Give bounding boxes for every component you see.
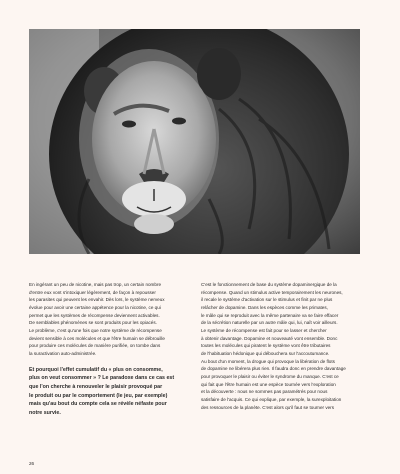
body-line: satisfaire de l'acquis. Ce qui explique, par exemple, la surexploitation xyxy=(201,396,342,402)
body-line: de dopamine ne libérera plus rien. Il faudra donc en prendre davantage xyxy=(201,366,346,372)
pull-quote-line: que l'on cherche à renouveler le plaisir provoqué par xyxy=(29,383,163,390)
body-line: qui fait que l'être humain est une espèce tournée vers l'exploration xyxy=(201,381,336,387)
pull-quote-line: mais qu'au bout du compte cela se révèle néfaste pour xyxy=(29,401,167,408)
body-line: En ingérant un peu de nicotine, mais pas trop, un certain nombre xyxy=(29,282,162,287)
body-line: de la sécrétion naturelle par un autre mâle qui, lui, naît voir ailleurs. xyxy=(201,320,338,326)
body-line: permet que les systèmes de récompense deviennent activables. xyxy=(29,312,160,318)
right-column xyxy=(201,281,361,411)
body-line: De semblables phénomènes se sont produits pour les opiacés. xyxy=(29,320,157,326)
body-line: à obtenir davantage. Dopamine et nouveauté vont ensemble. Donc xyxy=(201,335,338,341)
page-number: 26 xyxy=(29,461,35,466)
body-line: Le problème, c'est qu'une fois que notre système de récompense xyxy=(29,327,162,333)
body-line: devient sensible à ces molécules et que l'être humain se débrouille xyxy=(29,335,165,341)
body-line: évolue pour avoir une certaine appétence pour la nicotine, ce qui xyxy=(29,304,161,310)
body-line: la suractivation auto-administrée. xyxy=(29,350,97,356)
pull-quote-line: notre survie. xyxy=(29,410,61,417)
body-line: pour produire ces molécules de manière purifiée, on tombe dans xyxy=(29,343,161,349)
lion-photo xyxy=(29,29,360,254)
pull-quote-line: le produit ou par le comportement (le jeu, par exemple) xyxy=(29,392,168,399)
body-line: le mâle qui se reproduit avec la même partenaire va se faire effacer xyxy=(201,312,339,318)
pull-quote xyxy=(29,366,189,418)
pull-quote-line: plus on veut consommer » ? Le paradoxe dans ce cas est xyxy=(29,375,175,382)
body-line: les parasites qui peuvent les envahir. Dès lors, le système nerveux xyxy=(29,297,165,303)
body-line: relâcher de dopamine. Dans les espèces comme les primates, xyxy=(201,304,328,310)
body-line: de l'habituation hédonique qui débouchera sur l'accoutumance. xyxy=(201,350,330,356)
body-line: Le système de récompense est fait pour se lasser et chercher xyxy=(201,327,327,333)
body-line: C'est le fonctionnement de base du système dopaminergique de la xyxy=(201,282,337,287)
body-line: Au bout d'un moment, la drogue qui provoque la libération de flots xyxy=(201,358,335,364)
body-line: récompense. Quand un stimulus active temporairement les neurones, xyxy=(201,289,343,295)
left-column xyxy=(29,281,189,418)
body-line: d'entre eux vont s'intoxiquer légèrement, de façon à repousser xyxy=(29,289,156,295)
body-line: il recale le système d'activation sur le stimulus et finit par ne plus xyxy=(201,297,333,303)
lion-icon xyxy=(29,29,360,254)
body-line: des ressources de la planète. C'est alors qu'il faut se tourner vers xyxy=(201,404,334,410)
pull-quote-line: Et pourquoi l'effet cumulatif du « plus on consomme, xyxy=(29,366,163,373)
body-line: pour provoquer le plaisir ou éviter le syndrome du manque. C'est ce xyxy=(201,373,339,379)
body-line: toutes les molécules qui piratent le système vont être tributaires xyxy=(201,343,331,349)
body-line: et la découverte : nous ne sommes pas paramétrés pour nous xyxy=(201,389,328,395)
